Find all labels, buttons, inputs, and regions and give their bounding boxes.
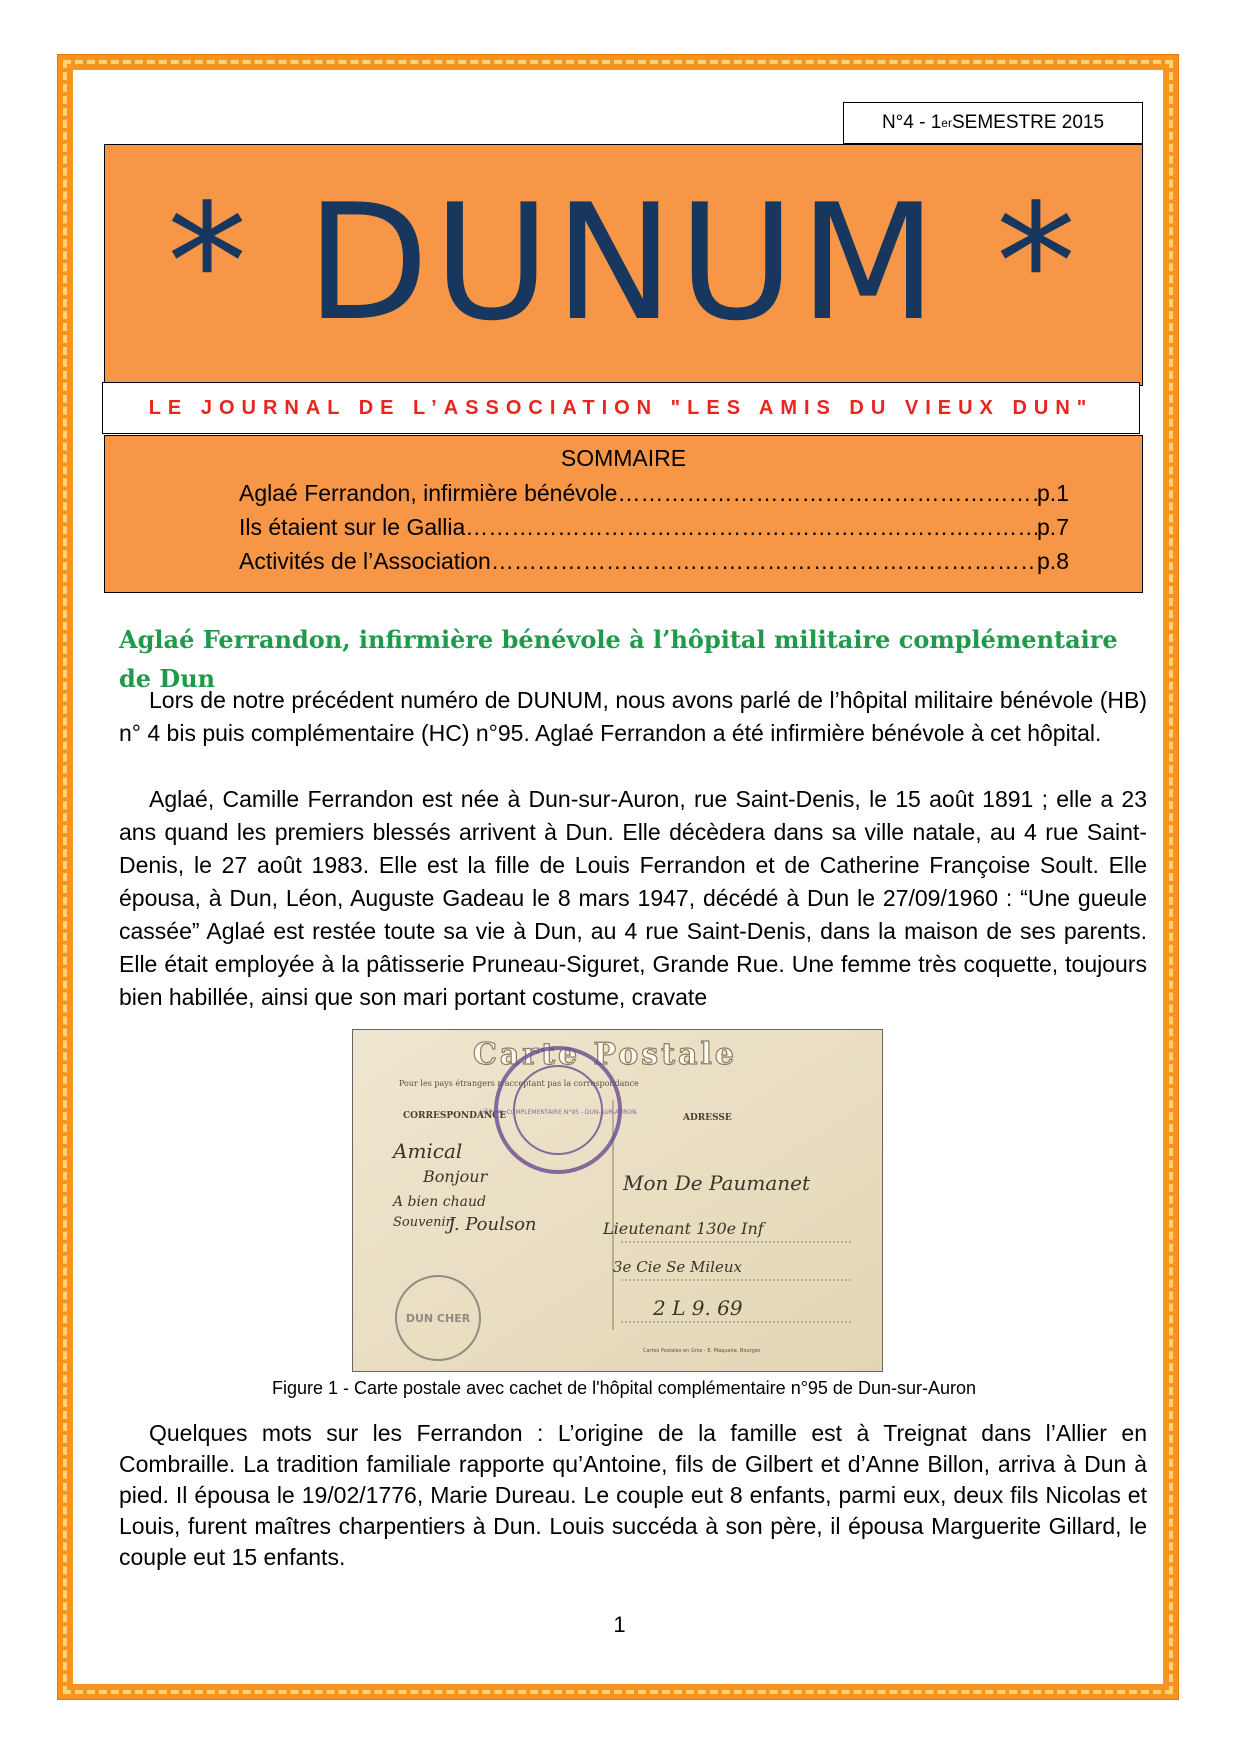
toc-item-label: Aglaé Ferrandon, infirmière bénévole — [239, 480, 618, 506]
message-line: Amical — [393, 1139, 463, 1163]
figure-caption: Figure 1 - Carte postale avec cachet de l'hôpital complémentaire n°95 de Dun-sur-Auron — [271, 1378, 976, 1398]
masthead — [104, 144, 1143, 386]
address-line: 3e Cie Se Mileux — [613, 1258, 742, 1276]
postcard-right-header: ADRESSE — [683, 1113, 732, 1123]
issue-period: SEMESTRE 2015 — [951, 112, 1105, 133]
postcard-left-header: CORRESPONDANCE — [403, 1111, 507, 1121]
postcard-title: Carte Postale — [473, 1037, 737, 1072]
message-line: J. Poulson — [448, 1214, 537, 1235]
address-line: Lieutenant 130e Inf — [603, 1219, 764, 1238]
toc-leader — [491, 548, 1037, 575]
message-line: A bien chaud — [393, 1194, 486, 1210]
toc-item-label: Ils étaient sur le Gallia — [239, 514, 466, 540]
issue-number: N°4 - 1 — [881, 112, 942, 133]
article-title: Aglaé Ferrandon, infirmière bénévole à l’hôpital militaire complémentaire de Dun — [119, 625, 1118, 693]
address-line: 2 L 9. 69 — [653, 1296, 743, 1320]
postcard-printed-line: Pour les pays étrangers n'acceptant pas la correspondance — [399, 1079, 639, 1088]
publisher-line: Cartes Postales en Gros - E. Maquaire, Bourges — [643, 1348, 761, 1354]
message-line: Souvenir — [393, 1215, 452, 1230]
toc-item[interactable] — [239, 514, 1069, 541]
message-line: Bonjour — [423, 1167, 488, 1186]
page-number: 1 — [613, 1612, 626, 1637]
masthead-title: * DUNUM * — [167, 169, 1080, 356]
postmark-text: DUN CHER — [405, 1312, 471, 1325]
toc-leader — [465, 514, 1037, 541]
stamp-text: HÔPITAL COMPLÉMENTAIRE N°95 - DUN-SUR-AURON — [479, 1109, 637, 1116]
postcard-image — [352, 1029, 883, 1372]
article-paragraph: Aglaé, Camille Ferrandon est née à Dun-sur-Auron, rue Saint-Denis, le 15 août 1891 ; elle a 23 ans quand les premiers blessés arrivent à Dun. Elle décèdera dans sa ville natale, au 4 rue Saint-Denis, le 27 août 1983. Elle est la fille de Louis Ferrandon et de Catherine Françoise Soult. Elle épousa, à Dun, Léon, Auguste Gadeau le 8 mars 1947, décédé à Dun le 27/09/1960 : “Une gueule cassée” Aglaé est restée toute sa vie à Dun, au 4 rue Saint-Denis, dans la maison de ses parents. Elle était employée à la pâtisserie Pruneau-Siguret, Grande Rue. Une femme très coquette, toujours bien habillée, ainsi que son mari portant costume, cravate — [119, 786, 1147, 1010]
issue-label — [843, 102, 1143, 144]
toc-leader — [617, 480, 1037, 507]
toc-item-page: p.8 — [1037, 548, 1069, 574]
address-line: Mon De Paumanet — [623, 1171, 810, 1195]
toc-item[interactable] — [239, 548, 1069, 575]
toc-item-page: p.1 — [1037, 480, 1069, 506]
journal-subtitle: LE JOURNAL DE L’ASSOCIATION "LES AMIS DU VIEUX DUN" — [102, 382, 1140, 434]
article-paragraph: Quelques mots sur les Ferrandon : L’origine de la famille est à Treignat dans l’Allier en Combraille. La tradition familiale rapporte qu’Antoine, fils de Gilbert et d’Anne Billon, arriva à Dun à pied. Il épousa le 19/02/1776, Marie Dureau. Le couple eut 8 enfants, parmi eux, deux fils Nicolas et Louis, furent maîtres charpentiers à Dun. Louis succéda à son père, il épousa Marguerite Gillard, le couple eut 15 enfants. — [119, 1420, 1147, 1570]
toc-item-page: p.7 — [1037, 514, 1069, 540]
toc-item[interactable] — [239, 480, 1069, 507]
issue-ordinal: er — [941, 116, 952, 130]
toc-item-label: Activités de l’Association — [239, 548, 491, 574]
article-paragraph: Lors de notre précédent numéro de DUNUM, nous avons parlé de l’hôpital militaire bénévole (HB) n° 4 bis puis complémentaire (HC) n°95. Aglaé Ferrandon a été infirmière bénévole à cet hôpital. — [119, 687, 1147, 746]
table-of-contents — [104, 435, 1143, 593]
postcard-drawing — [353, 1030, 883, 1372]
toc-title: SOMMAIRE — [560, 445, 687, 471]
